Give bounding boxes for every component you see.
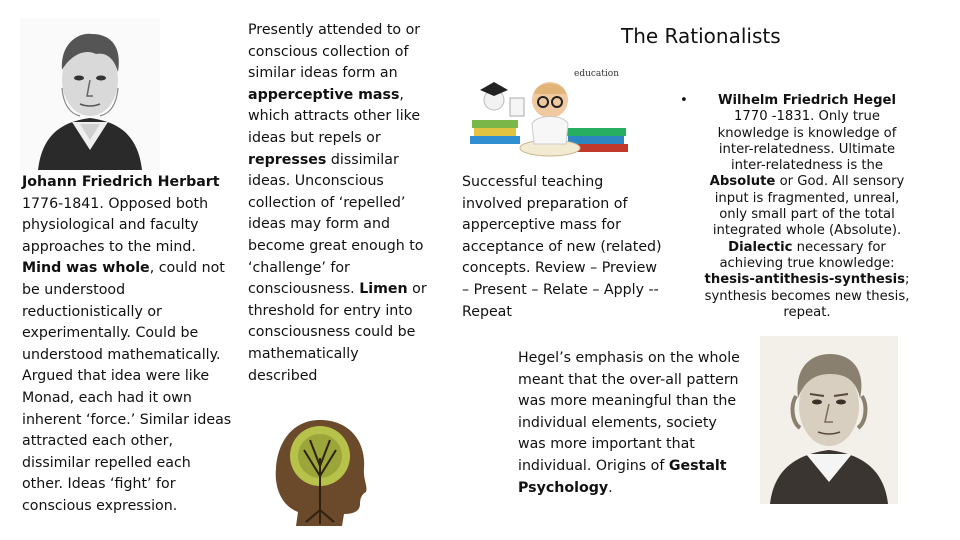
hegel-emphasis-description (518, 348, 748, 499)
apperception-text-1: Presently attended to or conscious collection of similar ideas form an (248, 22, 421, 82)
represses-term: represses (248, 151, 327, 168)
hegel-text-4: ; synthesis becomes new thesis, repeat. (704, 272, 910, 320)
apperception-text-4: or threshold for entry into consciousness could be mathematically described (248, 281, 427, 384)
education-clipart (466, 64, 642, 162)
hegel-text-2: or God. All sensory input is fragmented, unreal, only small part of the total integrated whole (Absolute). (712, 174, 905, 239)
hegel-emphasis-text-1: Hegel’s emphasis on the whole meant that the over-all pattern was more meaningful than the individual elements, society was more important that individual. Origins of (518, 350, 740, 474)
hegel-name: Wilhelm Friedrich Hegel (717, 93, 897, 108)
limen-term: Limen (359, 281, 408, 298)
apperceptive-mass-term: apperceptive mass (248, 86, 400, 103)
hegel-portrait (760, 336, 898, 504)
bullet-marker: • (680, 93, 688, 108)
mind-was-whole-term: Mind was whole (22, 260, 150, 277)
gestalt-psychology-term: Gestalt Psychology (518, 457, 727, 496)
teaching-description: Successful teaching involved preparation of apperceptive mass for acceptance of new (related) concepts. Review – Preview – Present – Relate – Apply -- Repeat (462, 174, 662, 320)
hegel-bullet (680, 93, 912, 321)
thesis-antithesis-synthesis-term: thesis-antithesis-synthesis (704, 272, 905, 288)
absolute-term: Absolute (709, 174, 776, 190)
apperception-description (248, 20, 428, 387)
herbart-name: Johann Friedrich Herbart (22, 174, 220, 190)
herbart-portrait (20, 18, 160, 170)
herbart-text-1: 1776-1841. Opposed both physiological and faculty approaches to the mind. (22, 195, 209, 255)
apperception-text-2: , which attracts other like ideas but repels or (248, 86, 421, 146)
herbart-text-2: , could not be understood reductionistically or experimentally. Could be understood mathematically. Argued that idea were like Monad, each had it own inherent ‘force.’ Similar ideas attracted each other, dissimilar repelled each other. Ideas ‘fight’ for conscious expression. (22, 260, 232, 514)
hegel-bullet-text (702, 93, 912, 321)
hegel-text-1: 1770 -1831. Only true knowledge is knowledge of inter-relatedness. Ultimate inter-relatedness is the (717, 109, 897, 174)
hegel-text-3: necessary for achieving true knowledge: (719, 239, 895, 271)
herbart-description (22, 172, 234, 518)
hegel-emphasis-text-2: . (608, 479, 613, 496)
education-word: education (574, 69, 619, 79)
tree-head-image (268, 414, 372, 526)
slide-title: The Rationalists (621, 24, 781, 48)
apperception-text-3: dissimilar ideas. Unconscious collection of ‘repelled’ ideas may form and become great enough to ‘challenge’ for consciousness. (248, 151, 424, 298)
dialectic-term: Dialectic (728, 239, 793, 255)
